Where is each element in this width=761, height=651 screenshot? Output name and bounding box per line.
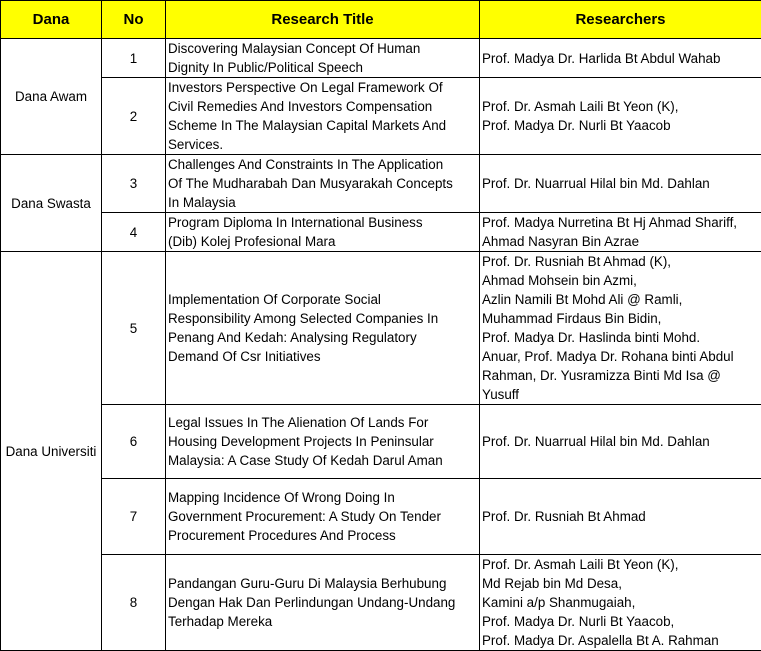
researcher-line: Azlin Namili Bt Mohd Ali @ Ramli,	[482, 290, 759, 309]
researcher-line: Rahman, Dr. Yusramizza Binti Md Isa @	[482, 366, 759, 385]
research-title-cell	[166, 39, 480, 78]
research-title-cell	[166, 213, 480, 252]
researcher-line: Prof. Madya Dr. Nurli Bt Yaacob	[482, 116, 759, 135]
researchers-cell	[480, 213, 761, 252]
researcher-line: Kamini a/p Shanmugaiah,	[482, 593, 759, 612]
researcher-line: Prof. Dr. Asmah Laili Bt Yeon (K),	[482, 555, 759, 574]
dana-cell: Dana Universiti	[1, 252, 102, 651]
table-row	[1, 479, 761, 555]
dana-cell: Dana Swasta	[1, 155, 102, 252]
dana-cell: Dana Awam	[1, 39, 102, 155]
researchers-cell	[480, 39, 761, 78]
title-line: Government Procurement: A Study On Tender	[168, 507, 477, 526]
row-number: 1	[102, 39, 166, 78]
title-line: Penang And Kedah: Analysing Regulatory	[168, 328, 477, 347]
table-row	[1, 405, 761, 479]
title-line: Demand Of Csr Initiatives	[168, 347, 477, 366]
title-line: Dignity In Public/Political Speech	[168, 58, 477, 77]
researchers-cell	[480, 555, 761, 651]
researcher-line: Ahmad Nasyran Bin Azrae	[482, 232, 759, 251]
researcher-line: Prof. Dr. Asmah Laili Bt Yeon (K),	[482, 97, 759, 116]
row-number: 3	[102, 155, 166, 213]
title-line: Pandangan Guru-Guru Di Malaysia Berhubung	[168, 574, 477, 593]
header-dana: Dana	[1, 1, 102, 39]
table-row	[1, 555, 761, 651]
research-title-cell	[166, 555, 480, 651]
researcher-line: Prof. Dr. Nuarrual Hilal bin Md. Dahlan	[482, 432, 759, 451]
researchers-cell	[480, 479, 761, 555]
header-research-title: Research Title	[166, 1, 480, 39]
researcher-line: Prof. Madya Dr. Nurli Bt Yaacob,	[482, 612, 759, 631]
research-title-cell	[166, 479, 480, 555]
researcher-line: Ahmad Mohsein bin Azmi,	[482, 271, 759, 290]
research-title-cell	[166, 78, 480, 155]
header-researchers: Researchers	[480, 1, 761, 39]
researcher-line: Muhammad Firdaus Bin Bidin,	[482, 309, 759, 328]
title-line: Services.	[168, 135, 477, 154]
title-line: (Dib) Kolej Profesional Mara	[168, 232, 477, 251]
researchers-cell	[480, 78, 761, 155]
title-line: Civil Remedies And Investors Compensation	[168, 97, 477, 116]
table-row	[1, 155, 761, 213]
researcher-line: Anuar, Prof. Madya Dr. Rohana binti Abdul	[482, 347, 759, 366]
research-title-cell	[166, 252, 480, 405]
title-line: Legal Issues In The Alienation Of Lands For	[168, 413, 477, 432]
researcher-line: Prof. Dr. Rusniah Bt Ahmad	[482, 507, 759, 526]
researcher-line: Yusuff	[482, 385, 759, 404]
research-title-cell	[166, 405, 480, 479]
row-number: 4	[102, 213, 166, 252]
table-row	[1, 39, 761, 78]
title-line: Challenges And Constraints In The Application	[168, 155, 477, 174]
table-row	[1, 213, 761, 252]
header-row	[1, 1, 761, 39]
title-line: Of The Mudharabah Dan Musyarakah Concepts	[168, 174, 477, 193]
title-line: Program Diploma In International Business	[168, 213, 477, 232]
row-number: 8	[102, 555, 166, 651]
title-line: Investors Perspective On Legal Framework Of	[168, 78, 477, 97]
header-no: No	[102, 1, 166, 39]
title-line: Terhadap Mereka	[168, 612, 477, 631]
title-line: Dengan Hak Dan Perlindungan Undang-Undang	[168, 593, 477, 612]
title-line: Housing Development Projects In Peninsular	[168, 432, 477, 451]
row-number: 7	[102, 479, 166, 555]
researchers-cell	[480, 405, 761, 479]
title-line: Scheme In The Malaysian Capital Markets And	[168, 116, 477, 135]
researcher-line: Prof. Madya Dr. Haslinda binti Mohd.	[482, 328, 759, 347]
title-line: Procurement Procedures And Process	[168, 526, 477, 545]
researcher-line: Prof. Madya Dr. Aspalella Bt A. Rahman	[482, 631, 759, 650]
table-row	[1, 78, 761, 155]
title-line: Responsibility Among Selected Companies In	[168, 309, 477, 328]
researchers-cell	[480, 252, 761, 405]
researcher-line: Prof. Dr. Nuarrual Hilal bin Md. Dahlan	[482, 174, 759, 193]
table-row	[1, 252, 761, 405]
row-number: 5	[102, 252, 166, 405]
researcher-line: Prof. Madya Dr. Harlida Bt Abdul Wahab	[482, 49, 759, 68]
research-title-cell	[166, 155, 480, 213]
title-line: In Malaysia	[168, 193, 477, 212]
researcher-line: Md Rejab bin Md Desa,	[482, 574, 759, 593]
title-line: Discovering Malaysian Concept Of Human	[168, 39, 477, 58]
row-number: 6	[102, 405, 166, 479]
title-line: Malaysia: A Case Study Of Kedah Darul Aman	[168, 451, 477, 470]
researcher-line: Prof. Dr. Rusniah Bt Ahmad (K),	[482, 252, 759, 271]
researcher-line: Prof. Madya Nurretina Bt Hj Ahmad Shariff,	[482, 213, 759, 232]
researchers-cell	[480, 155, 761, 213]
row-number: 2	[102, 78, 166, 155]
title-line: Mapping Incidence Of Wrong Doing In	[168, 488, 477, 507]
title-line: Implementation Of Corporate Social	[168, 290, 477, 309]
